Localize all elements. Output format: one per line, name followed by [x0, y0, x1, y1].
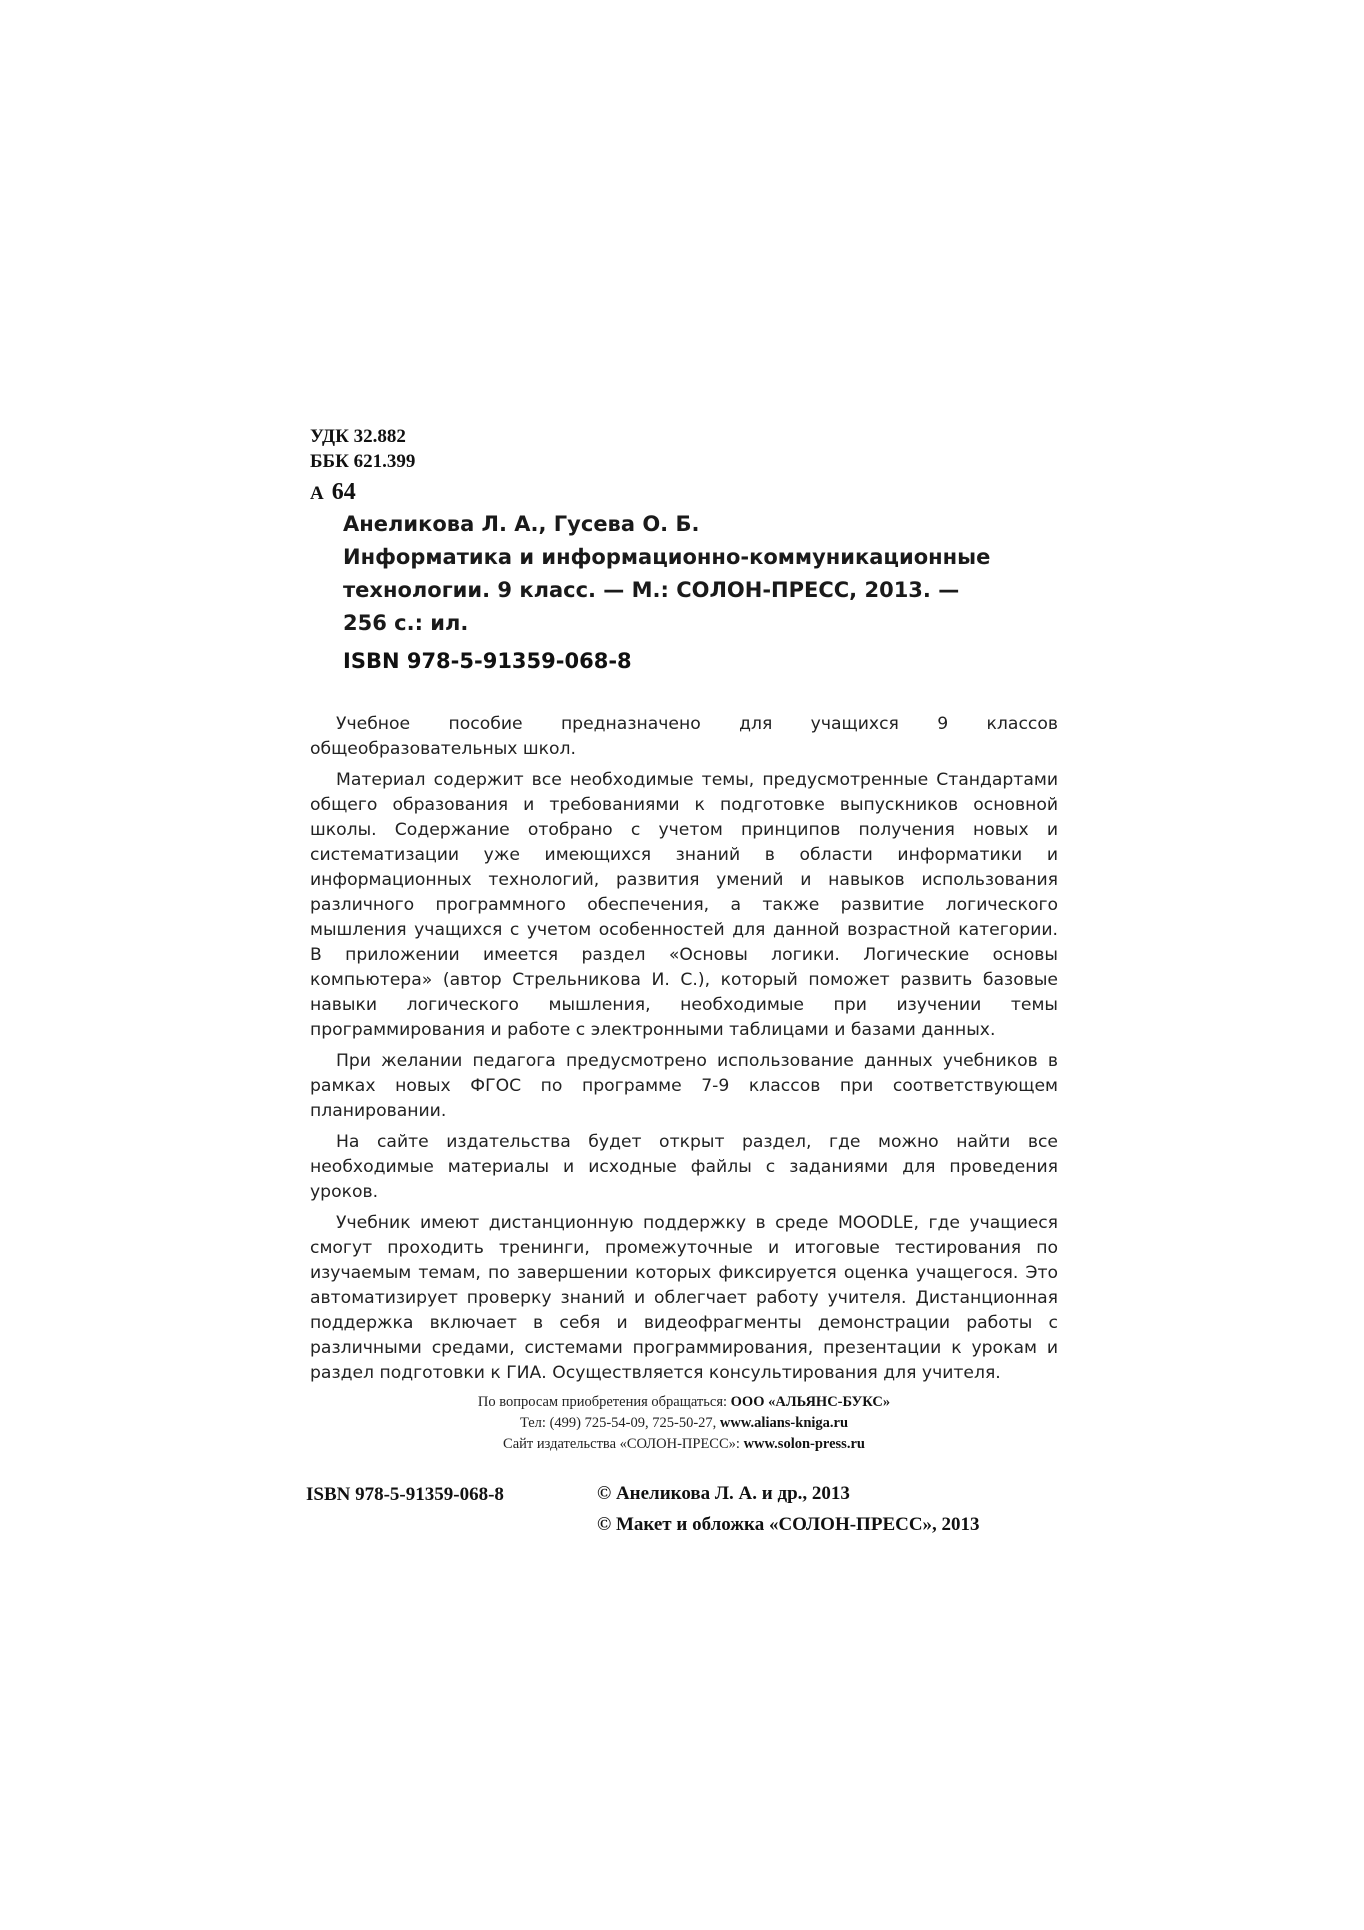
author-sign-letter: А: [310, 483, 324, 504]
title-line: технологии. 9 класс. — М.: СОЛОН-ПРЕСС, 2013. —: [343, 578, 960, 602]
authors: Анеликова Л. А., Гусева О. Б.: [343, 512, 700, 536]
publisher-contact: [310, 1434, 1058, 1455]
purchase-contact: [310, 1392, 1058, 1413]
title-line: Информатика и информационно-коммуникационные: [343, 545, 991, 569]
alians-site-link: www.alians-kniga.ru: [719, 1415, 849, 1431]
udk-code: УДК 32.882: [310, 426, 406, 447]
annotation-paragraph: Учебное пособие предназначено для учащихся 9 классов общеобразовательных школ.: [310, 714, 1058, 759]
copyright-block: [597, 1478, 980, 1540]
bibliographic-record: [343, 508, 1063, 640]
isbn-record: ISBN 978-5-91359-068-8: [343, 649, 632, 673]
purchase-label: По вопросам приобретения обращаться:: [477, 1394, 731, 1410]
annotation-paragraph: На сайте издательства будет открыт раздел, где можно найти все необходимые материалы и исходные файлы с заданиями для проведения уроков.: [310, 1132, 1058, 1202]
copyright-publisher: © Макет и обложка «СОЛОН-ПРЕСС», 2013: [597, 1514, 980, 1535]
purchase-company: ООО «АЛЬЯНС-БУКС»: [730, 1394, 891, 1410]
copyright-authors: © Анеликова Л. А. и др., 2013: [597, 1483, 850, 1504]
annotation-paragraph: Материал содержит все необходимые темы, предусмотренные Стандартами общего образования и требованиями к подготовке выпускников основной школы. Содержание отобрано с учетом принципов получения новых и систематизации уже имеющихся знаний в области информатики и информационных технологий, развития умений и навыков использования различного программного обеспечения, а также развитие логического мышления учащихся с учетом особенностей для данной возрастной категории. В приложении имеется раздел «Основы логики. Логические основы компьютера» (автор Стрельникова И. С.), который поможет развить базовые навыки логического мышления, необходимые при изучении темы программирования и работе с электронными таблицами и базами данных.: [310, 770, 1058, 1040]
solon-site-link: www.solon-press.ru: [743, 1436, 865, 1452]
title-line: 256 с.: ил.: [343, 611, 469, 635]
annotation: [310, 712, 1058, 1392]
author-sign: [310, 477, 356, 509]
publisher-label: Сайт издательства «СОЛОН-ПРЕСС»:: [503, 1436, 744, 1452]
isbn-footer: ISBN 978-5-91359-068-8: [306, 1484, 504, 1505]
contacts-block: [310, 1392, 1058, 1455]
annotation-paragraph: При желании педагога предусмотрено использование данных учебников в рамках новых ФГОС по программе 7-9 классов при соответствующем планировании.: [310, 1051, 1058, 1121]
bbk-code: ББК 621.399: [310, 451, 416, 472]
author-sign-number: 64: [331, 479, 356, 505]
annotation-paragraph: Учебник имеют дистанционную поддержку в среде MOODLE, где учащиеся смогут проходить тренинги, промежуточные и итоговые тестирования по изучаемым темам, по завершении которых фиксируется оценка учащегося. Это автоматизирует проверку знаний и облегчает работу учителя. Дистанционная поддержка включает в себя и видеофрагменты демонстрации работы с различными средами, системами программирования, презентации к урокам и раздел подготовки к ГИА. Осуществляется консультирования для учителя.: [310, 1213, 1058, 1383]
phone-label: Тел: (499) 725-54-09, 725-50-27,: [519, 1415, 720, 1431]
phone-contact: [310, 1413, 1058, 1434]
